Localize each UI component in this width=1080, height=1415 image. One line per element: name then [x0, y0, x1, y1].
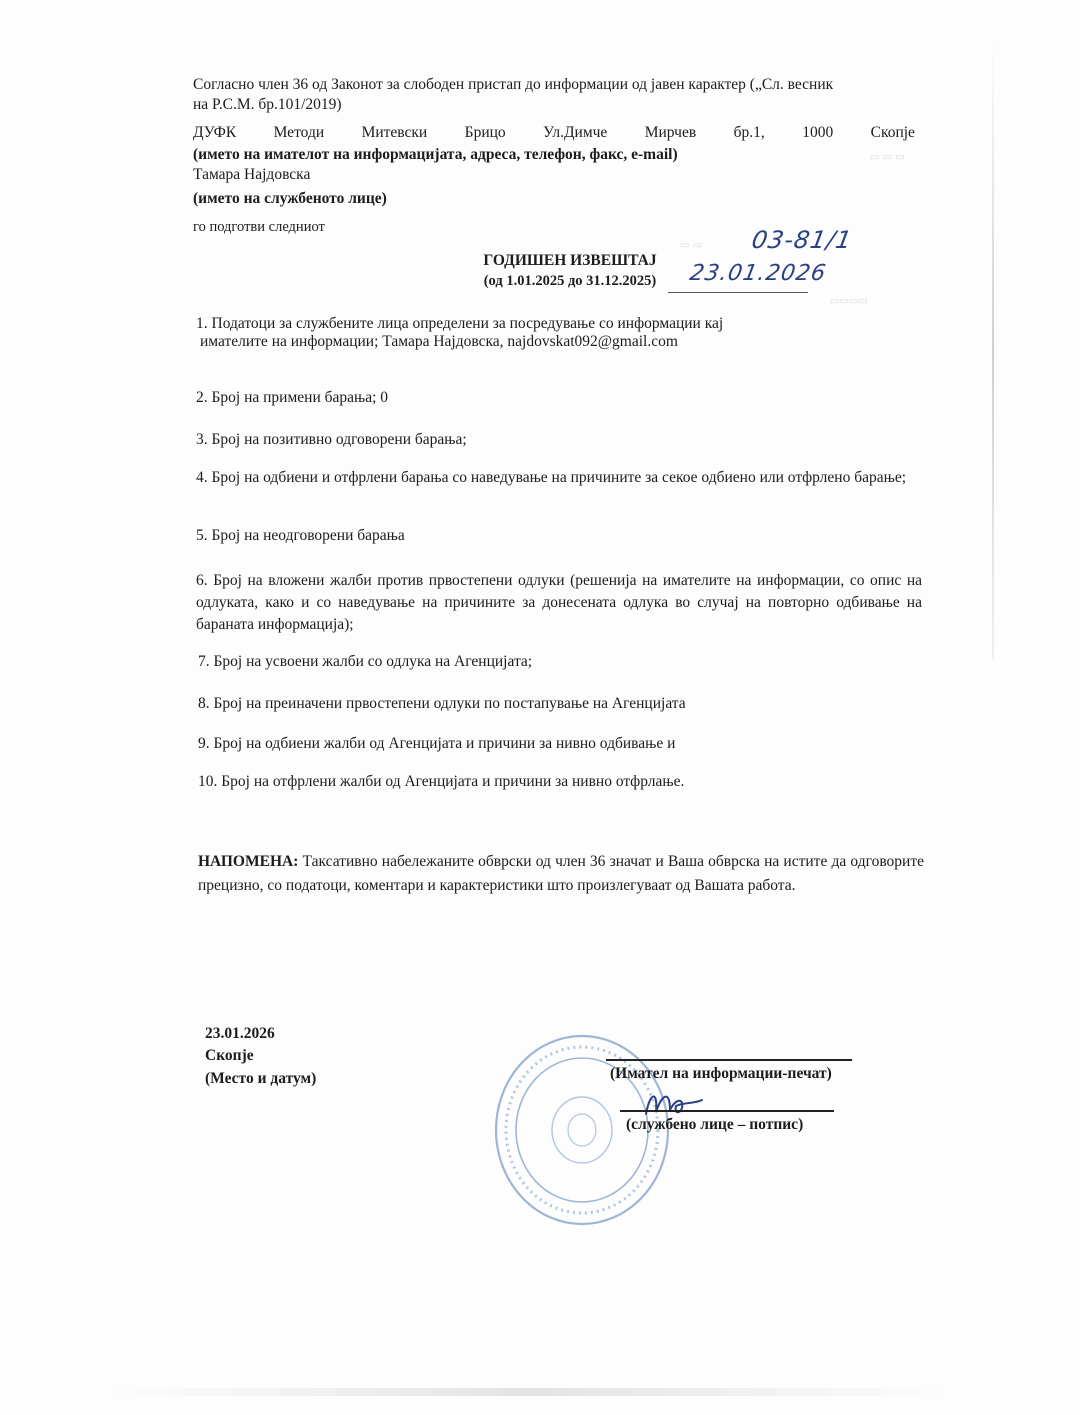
item-1-line-2: имателите на информации; Тамара Најдовска, najdovskat092@gmail.com	[200, 333, 678, 350]
note-text: Таксативно набележаните обврски од член 36 значат и Ваша обврска на истите да одговорите прецизно, со податоци, коментари и карактеристики што произлегуваат од Вашата работа.	[198, 853, 924, 894]
prepared-line: го подготви следниот	[193, 219, 325, 235]
item-10: 10. Број на отфрлени жалби од Агенцијата и причини за нивно отфрлање.	[198, 773, 685, 790]
item-2: 2. Број на примени барања; 0	[196, 389, 389, 406]
holder-word: Брицо	[464, 124, 506, 141]
holder-address	[193, 124, 915, 142]
holder-word: бр.1,	[733, 124, 765, 141]
holder-word: Митевски	[361, 124, 428, 141]
holder-word: ДУФК	[193, 124, 237, 141]
item-1-line-1: 1. Податоци за службените лица определени за посредување со информации кај	[196, 315, 724, 332]
officer-signature-line	[620, 1110, 834, 1112]
holder-signature-line	[606, 1059, 852, 1061]
holder-signature-caption: (Имател на информации-печат)	[610, 1065, 832, 1082]
faint-stamp-mark: ▭▭▭▭	[830, 296, 868, 307]
law-reference-line-1: Согласно член 36 од Законот за слободен пристап до информации од јавен карактер („Сл. весник	[193, 76, 834, 93]
faint-stamp-mark: ▭ ▭ ▭	[870, 152, 905, 163]
item-5: 5. Број на неодговорени барања	[196, 527, 405, 544]
item-4: 4. Број на одбиени и отфрлени барања со наведување на причините за секое одбиено или отфрлено барање;	[196, 469, 907, 486]
item-9: 9. Број на одбиени жалби од Агенцијата и причини за нивно одбивање и	[198, 735, 676, 752]
holder-word: Методи	[273, 124, 325, 141]
faint-stamp-mark: ▭ ▭	[680, 240, 703, 251]
report-title: ГОДИШЕН ИЗВЕШТАЈ	[483, 252, 657, 269]
officer-caption: (името на службеното лице)	[193, 190, 387, 207]
footer-city: Скопје	[205, 1047, 254, 1064]
handwritten-registry-number: 03-81/1	[749, 226, 855, 254]
note-label: НАПОМЕНА:	[198, 853, 299, 870]
registry-underline	[668, 292, 808, 293]
holder-word: 1000	[802, 124, 834, 141]
item-6: 6. Број на вложени жалби против првостепени одлуки (решенија на имателите на информации, со опис на одлуката, како и со наведување на причините за донесената одлука во случај на повторно одбивање на бараната информација);	[196, 572, 922, 633]
note-paragraph	[198, 850, 924, 898]
footer-place-caption: (Место и датум)	[205, 1070, 317, 1087]
item-7: 7. Број на усвоени жалби со одлука на Агенцијата;	[198, 653, 533, 670]
report-period: (од 1.01.2025 до 31.12.2025)	[483, 273, 657, 289]
officer-signature-caption: (службено лице – потпис)	[626, 1116, 804, 1133]
scan-edge-shadow	[992, 40, 994, 660]
officer-name: Тамара Најдовска	[193, 166, 311, 183]
holder-word: Скопје	[870, 124, 915, 141]
footer-date: 23.01.2026	[205, 1025, 275, 1042]
law-reference-line-2: на Р.С.М. бр.101/2019)	[193, 96, 342, 113]
handwritten-registry-date: 23.01.2026	[687, 261, 829, 286]
holder-caption: (името на имателот на информацијата, адреса, телефон, факс, e-mail)	[193, 146, 678, 163]
scan-bottom-smudge	[110, 1388, 950, 1396]
item-3: 3. Број на позитивно одговорени барања;	[196, 431, 467, 448]
item-8: 8. Број на преиначени првостепени одлуки по постапување на Агенцијата	[198, 695, 686, 712]
holder-word: Мирчев	[644, 124, 697, 141]
holder-word: Ул.Димче	[543, 124, 608, 141]
